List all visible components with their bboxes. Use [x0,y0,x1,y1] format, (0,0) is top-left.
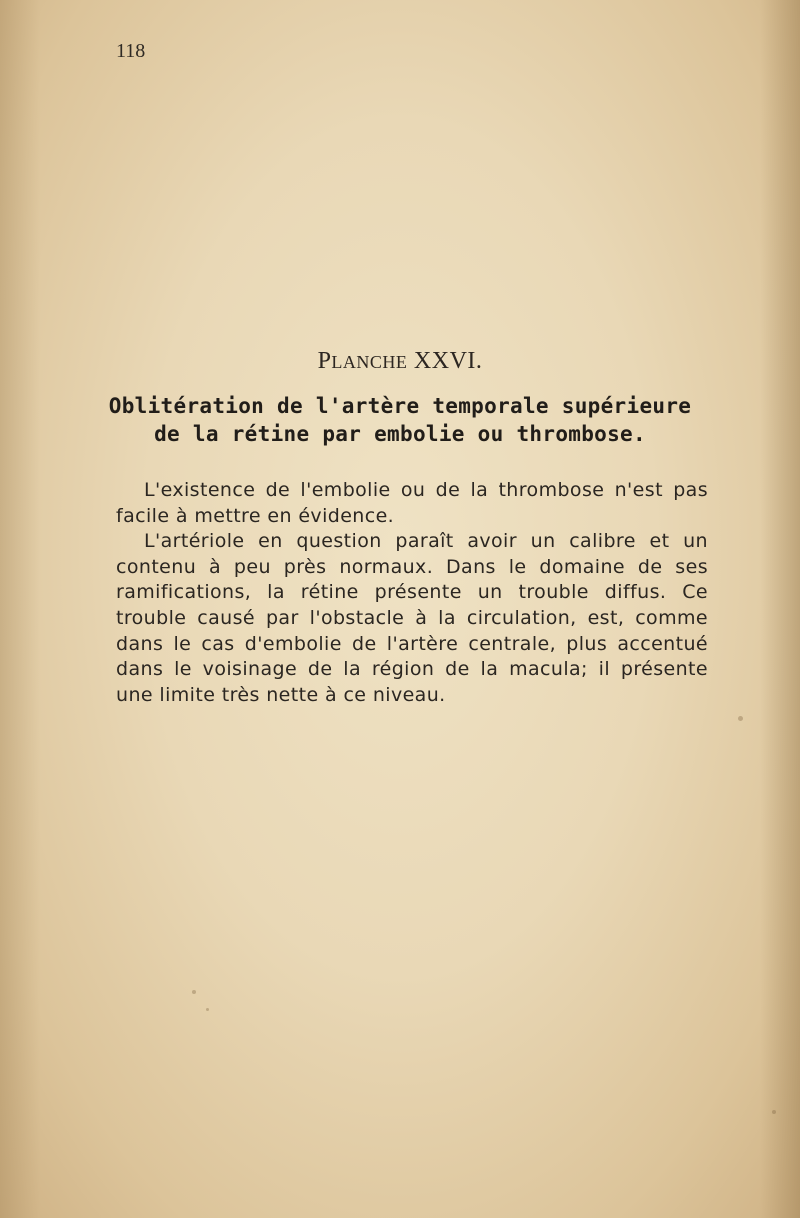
headline-line-1: Oblitération de l'artère temporale supérieure [108,394,692,418]
plate-title-initial: P [317,348,332,374]
body-line: une limite très nette à ce niveau. [116,683,446,706]
plate-title [0,348,800,375]
body-line: ramifications, la rétine présente un trouble diffus. Ce [116,581,708,604]
foxing-spot [206,1008,209,1011]
body-line: L'artériole en question paraît avoir un calibre et un [144,530,708,553]
body-line: dans le voisinage de la région de la macula; il présente [116,658,708,681]
headline-line-2: de la rétine par embolie ou thrombose. [154,422,646,446]
plate-title-word: LANCHE [331,352,408,372]
body-line: facile à mettre en évidence. [116,504,395,527]
body-line: contenu à peu près normaux. Dans le domaine de ses [116,555,708,578]
page-edge-shadow-left [0,0,40,1218]
body-line: L'existence de l'embolie ou de la thrombose n'est pas [144,479,708,501]
body-line: dans le cas d'embolie de l'artère centrale, plus accentué [116,632,708,655]
body-line: trouble causé par l'obstacle à la circulation, est, comme [116,606,708,629]
plate-number: XXVI. [413,348,483,374]
body-paragraphs [116,478,708,708]
foxing-spot [772,1110,776,1114]
page-edge-shadow-right [760,0,800,1218]
page-number: 118 [116,40,146,62]
foxing-spot [192,990,196,994]
foxing-spot [738,716,743,721]
